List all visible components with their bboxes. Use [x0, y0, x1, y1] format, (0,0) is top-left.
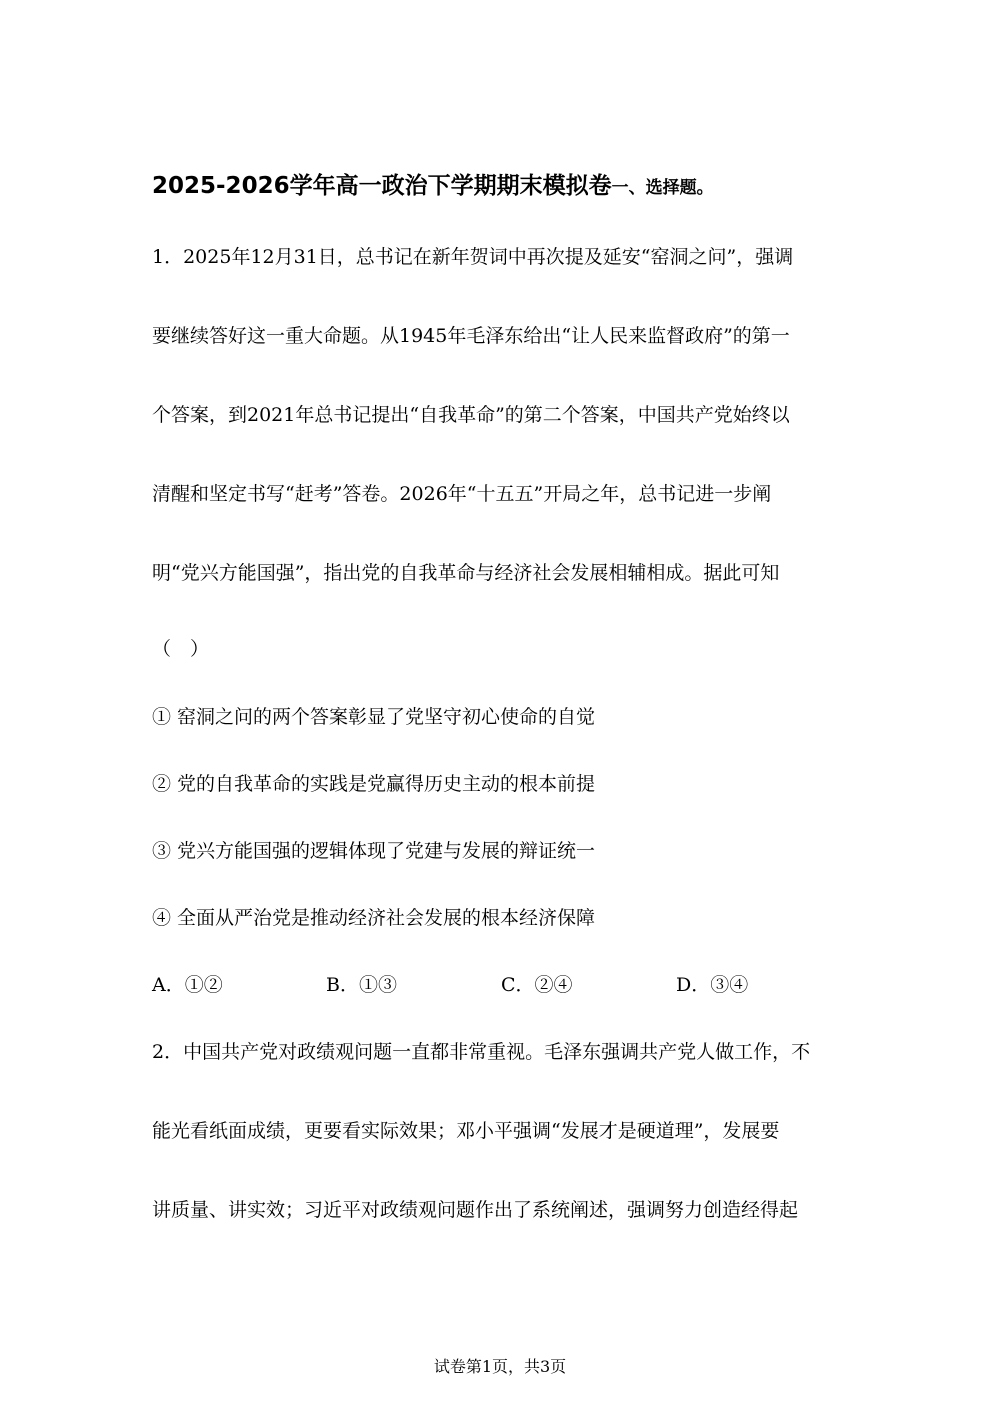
- section-heading: 一、选择题。: [611, 178, 714, 198]
- option-a[interactable]: A．①②: [152, 974, 223, 996]
- statement-1: ① 窑洞之问的两个答案彰显了党坚守初心使命的自觉: [152, 706, 596, 728]
- question-2-line-1: 2．中国共产党对政绩观问题一直都非常重视。毛泽东强调共产党人做工作，不: [152, 1041, 811, 1063]
- question-1-line-5: 明“党兴方能国强”，指出党的自我革命与经济社会发展相辅相成。据此可知: [152, 562, 780, 584]
- exam-title: 2025-2026学年高一政治下学期期末模拟卷: [152, 173, 612, 199]
- question-2-line-3: 讲质量、讲实效；习近平对政绩观问题作出了系统阐述，强调努力创造经得起: [152, 1199, 799, 1221]
- option-d[interactable]: D．③④: [676, 974, 749, 996]
- question-1-line-1: 1．2025年12月31日，总书记在新年贺词中再次提及延安“窑洞之问”，强调: [152, 246, 794, 268]
- question-1-line-4: 清醒和坚定书写“赶考”答卷。2026年“十五五”开局之年，总书记进一步阐: [152, 483, 772, 505]
- statement-3: ③ 党兴方能国强的逻辑体现了党建与发展的辩证统一: [152, 840, 596, 862]
- statement-2: ② 党的自我革命的实践是党赢得历史主动的根本前提: [152, 773, 596, 795]
- question-1-line-3: 个答案，到2021年总书记提出“自我革命”的第二个答案，中国共产党始终以: [152, 404, 790, 426]
- question-2-line-2: 能光看纸面成绩，更要看实际效果；邓小平强调“发展才是硬道理”，发展要: [152, 1120, 780, 1142]
- question-1-line-2: 要继续答好这一重大命题。从1945年毛泽东给出“让人民来监督政府”的第一: [152, 325, 790, 347]
- option-c[interactable]: C．②④: [501, 974, 573, 996]
- question-1-answer-blank: （ ）: [152, 638, 210, 660]
- statement-4: ④ 全面从严治党是推动经济社会发展的根本经济保障: [152, 907, 596, 929]
- option-b[interactable]: B．①③: [326, 974, 397, 996]
- page-number-footer: 试卷第1页，共3页: [433, 1357, 567, 1376]
- page-title: [152, 170, 714, 204]
